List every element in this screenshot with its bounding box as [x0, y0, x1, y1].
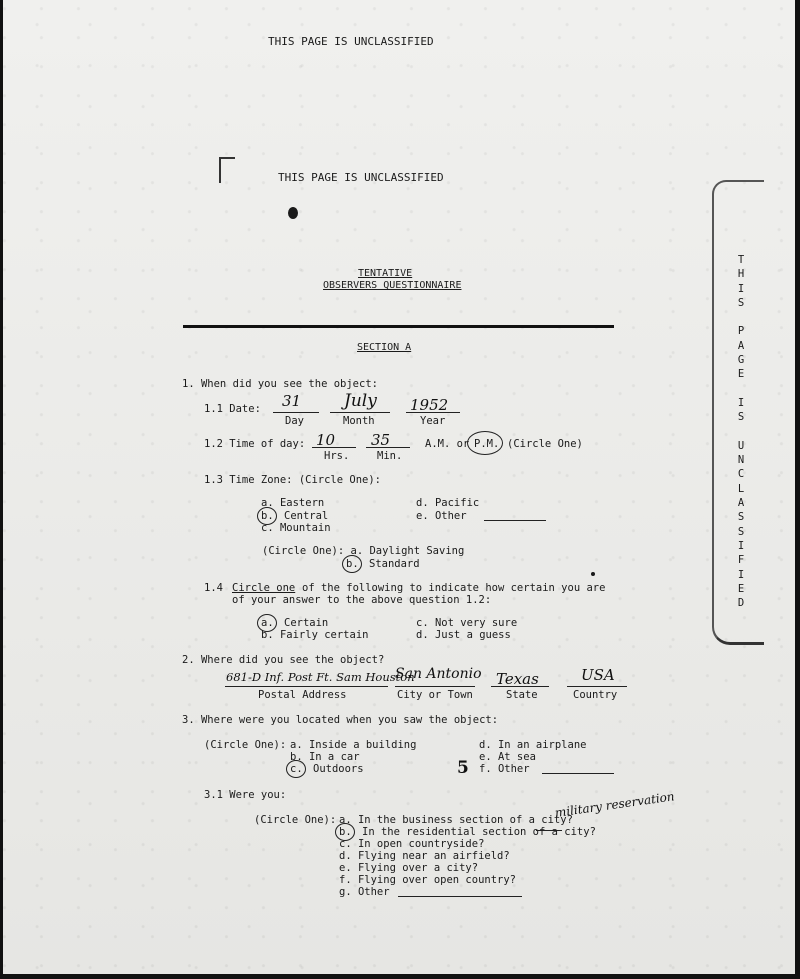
q3-1-over-city: e. Flying over a city?: [339, 862, 479, 874]
country-caption: Country: [573, 689, 618, 701]
tz-mountain: c. Mountain: [261, 522, 331, 534]
q3-outdoors-letter: c.: [290, 763, 303, 775]
scan-border-right: [795, 0, 800, 979]
q3-other: f. Other: [479, 763, 530, 775]
q3-1-other-line: [398, 896, 522, 897]
q3-label: 3. Where were you located when you saw the object:: [182, 714, 499, 726]
q3-other-line: [542, 773, 614, 774]
day-value: 31: [282, 392, 302, 410]
q3-1-label: 3.1 Were you:: [204, 789, 287, 801]
am-or-text: A.M. or: [425, 438, 470, 450]
city-caption: City or Town: [397, 689, 473, 701]
certain-letter: a.: [261, 617, 274, 629]
q3-1-residential-letter: b.: [339, 826, 352, 838]
address-caption: Postal Address: [258, 689, 347, 701]
hours-line: [312, 447, 356, 448]
year-caption: Year: [420, 415, 446, 427]
q3-1-handwritten-note: military reservation: [554, 789, 676, 820]
minutes-line: [366, 447, 410, 448]
state-line: [491, 686, 549, 687]
tz-central-letter: b.: [261, 510, 274, 522]
tz-eastern: a. Eastern: [261, 497, 325, 509]
scan-border-left: [0, 0, 3, 979]
ink-speck: [591, 572, 595, 576]
q1-label: 1. When did you see the object:: [182, 378, 378, 390]
just-a-guess-option: d. Just a guess: [416, 629, 511, 641]
minutes-value: 35: [371, 431, 391, 449]
certainty-label-line2: of your answer to the above question 1.2:: [232, 594, 492, 606]
outdoors-selected-circle: [286, 760, 306, 778]
time-label: 1.2 Time of day:: [204, 438, 306, 450]
tz-other: e. Other: [416, 510, 467, 522]
section-rule: [183, 325, 614, 328]
certain-option: Certain: [284, 617, 329, 629]
standard-letter: b.: [346, 558, 359, 570]
q3-outdoors: Outdoors: [313, 763, 364, 775]
year-value: 1952: [410, 396, 449, 414]
postal-address-value: 681-D Inf. Post Ft. Sam Houston: [226, 670, 415, 684]
time-circle-one: (Circle One): [507, 438, 583, 450]
q3-at-sea: e. At sea: [479, 751, 536, 763]
section-title: SECTION A: [357, 342, 412, 353]
tz-pacific: d. Pacific: [416, 497, 480, 509]
state-caption: State: [506, 689, 538, 701]
q2-label: 2. Where did you see the object?: [182, 654, 385, 666]
pm-selected-circle: [467, 431, 503, 455]
q3-handwritten-mark: 5: [457, 758, 469, 778]
certainty-label-prefix: 1.4: [204, 582, 223, 594]
title-questionnaire: OBSERVERS QUESTIONNAIRE: [323, 280, 462, 291]
city-value: San Antonio: [395, 666, 482, 682]
month-caption: Month: [343, 415, 375, 427]
q3-1-other: g. Other: [339, 886, 390, 898]
q3-1-near-airfield: d. Flying near an airfield?: [339, 850, 510, 862]
hours-value: 10: [316, 431, 336, 449]
ink-blot: [288, 207, 298, 219]
pm-option: P.M.: [474, 438, 500, 450]
day-line: [273, 412, 319, 413]
country-value: USA: [581, 666, 615, 684]
classification-banner-inner: THIS PAGE IS UNCLASSIFIED: [278, 171, 444, 184]
bracket-mark: [219, 157, 235, 183]
tz-other-line: [484, 520, 546, 521]
month-value: July: [344, 391, 377, 411]
state-value: Texas: [496, 670, 539, 688]
title-tentative: TENTATIVE: [358, 268, 413, 279]
classification-banner-top: THIS PAGE IS UNCLASSIFIED: [268, 35, 434, 48]
year-line: [406, 412, 460, 413]
q3-1-over-country: f. Flying over open country?: [339, 874, 517, 886]
address-line: [225, 686, 388, 687]
q3-in-airplane: d. In an airplane: [479, 739, 587, 751]
hours-caption: Hrs.: [324, 450, 350, 462]
certainty-label: of the following to indicate how certain you are: [302, 582, 606, 594]
q3-1-open-countryside: c. In open countryside?: [339, 838, 485, 850]
q3-circle-one: (Circle One):: [204, 739, 287, 751]
q3-1-residential-section: In the residential section of a city?: [362, 826, 596, 838]
day-caption: Day: [285, 415, 304, 427]
tz-central: Central: [284, 510, 329, 522]
city-line: [395, 686, 475, 687]
month-line: [330, 412, 390, 413]
certainty-circle-one: Circle one: [232, 582, 296, 594]
city-strikethrough: [536, 830, 562, 831]
country-line: [567, 686, 627, 687]
timezone-label: 1.3 Time Zone: (Circle One):: [204, 474, 382, 486]
q3-in-car: b. In a car: [290, 751, 360, 763]
standard-option: Standard: [369, 558, 420, 570]
q3-1-circle-one: (Circle One):: [254, 814, 337, 826]
scan-border-bottom: [0, 974, 800, 979]
q3-1-business-section: a. In the business section of a city?: [339, 814, 573, 826]
not-very-sure-option: c. Not very sure: [416, 617, 518, 629]
standard-selected-circle: [342, 555, 362, 573]
fairly-certain-option: b. Fairly certain: [261, 629, 369, 641]
daylight-saving-option: (Circle One): a. Daylight Saving: [262, 545, 465, 557]
q3-inside-building: a. Inside a building: [290, 739, 417, 751]
classification-banner-side: T H I S P A G E I S U N C L A S S I F I E D: [737, 254, 745, 610]
minutes-caption: Min.: [377, 450, 403, 462]
date-label: 1.1 Date:: [204, 403, 261, 415]
